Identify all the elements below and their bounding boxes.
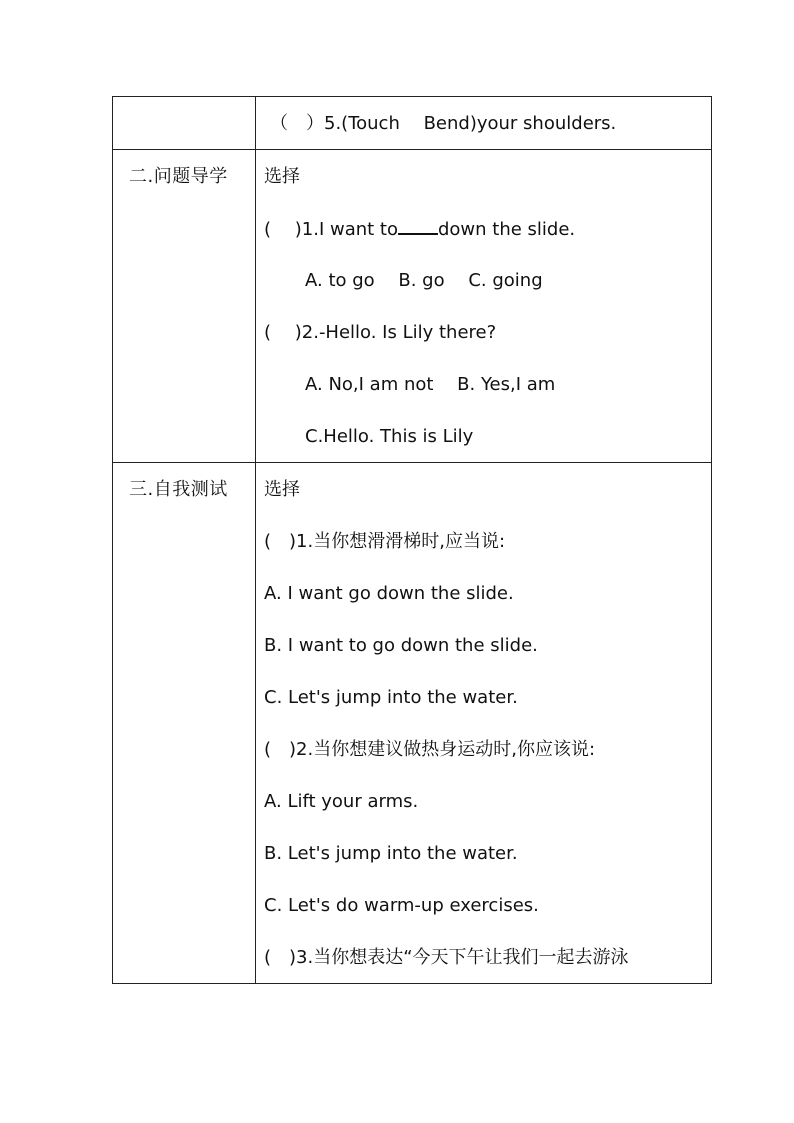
answer-options: C.Hello. This is Lily — [305, 426, 474, 447]
row-content-cell — [256, 463, 712, 984]
row-content-cell — [256, 150, 712, 463]
answer-options: A. to go B. go C. going — [305, 270, 543, 291]
answer-option: A. Lift your arms. — [264, 791, 419, 812]
table-row — [113, 97, 712, 150]
question-line: ( )3.当你想表达“今天下午让我们一起去游泳 — [264, 947, 629, 968]
question-stem-tail: down the slide. — [437, 219, 576, 240]
question-line: ( )2.-Hello. Is Lily there? — [264, 322, 497, 343]
row-header-cell — [113, 97, 256, 150]
answer-option: B. Let's jump into the water. — [264, 843, 518, 864]
question-stem: ( )1.I want to — [264, 219, 398, 240]
question-line: ( )1.当你想滑滑梯时,应当说: — [264, 531, 506, 552]
section-instruction: 选择 — [264, 166, 300, 187]
answer-option: C. Let's jump into the water. — [264, 687, 518, 708]
answer-option: B. I want to go down the slide. — [264, 635, 538, 656]
answer-options: A. No,I am not B. Yes,I am — [305, 374, 556, 395]
answer-option: C. Let's do warm-up exercises. — [264, 895, 539, 916]
row-content-cell — [256, 97, 712, 150]
question-line: （ ）5.(Touch Bend)your shoulders. — [270, 113, 617, 134]
question-line — [256, 202, 711, 254]
answer-option: A. I want go down the slide. — [264, 583, 514, 604]
row-header-cell — [113, 463, 256, 984]
row-header-cell — [113, 150, 256, 463]
section-instruction: 选择 — [264, 479, 300, 500]
worksheet-table — [112, 96, 712, 984]
table-row — [113, 463, 712, 984]
answer-blank — [398, 217, 438, 235]
row-header-label: 三.自我测试 — [129, 479, 228, 500]
table-row — [113, 150, 712, 463]
row-header-label: 二.问题导学 — [129, 166, 228, 187]
question-line: ( )2.当你想建议做热身运动时,你应该说: — [264, 739, 596, 760]
